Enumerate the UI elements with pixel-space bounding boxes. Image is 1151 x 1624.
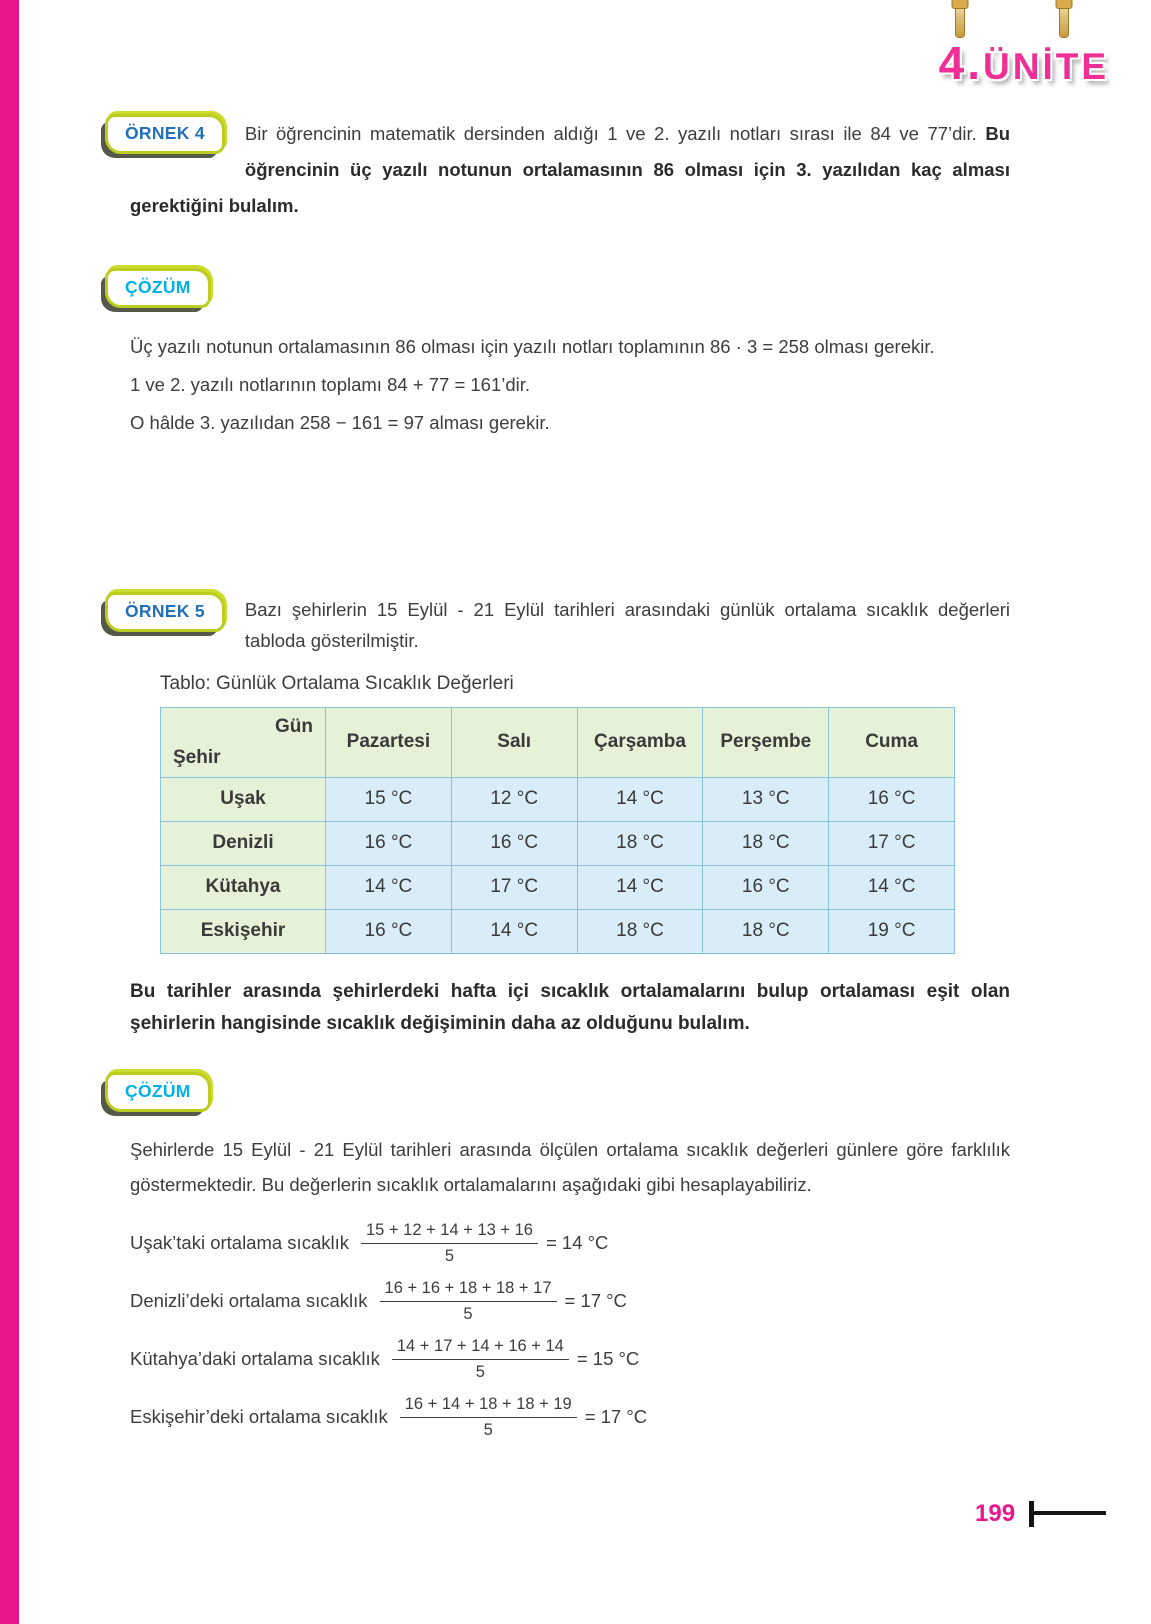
day-header: Salı [451, 707, 577, 777]
calc-label: Kütahya’daki ortalama sıcaklık [130, 1348, 380, 1370]
unit-badge [919, 0, 1109, 100]
section-ornek4 [105, 116, 1010, 224]
day-header: Pazartesi [326, 707, 452, 777]
calc-line [130, 1214, 1010, 1272]
table-title: Tablo: Günlük Ortalama Sıcaklık Değerleri [160, 672, 514, 694]
temp-cell: 14 °C [577, 777, 703, 821]
temperature-table [160, 707, 955, 954]
fraction [380, 1278, 557, 1324]
left-accent-stripe [0, 0, 19, 1624]
temp-cell: 15 °C [326, 777, 452, 821]
solution-line: Üç yazılı notunun ortalamasının 86 olması için yazılı notları toplamının 86 · 3 = 258 olması gerekir. [130, 336, 935, 357]
calc-line [130, 1330, 1010, 1388]
city-header: Kütahya [161, 865, 326, 909]
table-row [161, 909, 955, 953]
cozum1-badge [105, 268, 211, 308]
cozum1-badge-label: ÇÖZÜM [125, 277, 191, 297]
fraction-denominator: 5 [463, 1304, 473, 1323]
fraction [400, 1394, 577, 1440]
temp-cell: 19 °C [829, 909, 955, 953]
ornek4-badge-label: ÖRNEK 4 [125, 123, 205, 143]
temp-cell: 17 °C [451, 865, 577, 909]
cozum2-badge-label: ÇÖZÜM [125, 1081, 191, 1101]
temp-cell: 14 °C [326, 865, 452, 909]
ornek5-bold-text: Bu tarihler arasında şehirlerdeki hafta içi sıcaklık ortalamalarını bulup ortalaması eşit olan şehirlerin hangisinde sıcaklık değişiminin daha az olduğunu bulalım. [130, 980, 1010, 1035]
page-footer [975, 1500, 1107, 1528]
temp-cell: 14 °C [829, 865, 955, 909]
solution-line: 1 ve 2. yazılı notlarının toplamı 84 + 77 = 161’dir. [130, 373, 531, 395]
table-header-row [161, 707, 955, 777]
unit-badge-text [939, 36, 1109, 90]
calc-label: Denizli’deki ortalama sıcaklık [130, 1290, 368, 1312]
table-corner-cell [161, 707, 326, 777]
calc-line [130, 1272, 1010, 1330]
temp-cell: 18 °C [703, 909, 829, 953]
temp-cell: 18 °C [577, 821, 703, 865]
calc-label: Eskişehir’deki ortalama sıcaklık [130, 1406, 388, 1428]
fraction-numerator: 16 + 16 + 18 + 18 + 17 [380, 1278, 557, 1302]
unit-number: 4. [938, 37, 983, 89]
cozum1-solution-text [130, 328, 1010, 442]
footer-mark [1029, 1501, 1107, 1527]
temp-cell: 16 °C [703, 865, 829, 909]
cozum2-badge [105, 1072, 211, 1112]
fraction-numerator: 15 + 12 + 14 + 13 + 16 [361, 1220, 538, 1244]
ornek4-paragraph [130, 116, 1010, 224]
page-number: 199 [975, 1500, 1016, 1527]
ornek4-intro-text: Bir öğrencinin matematik dersinden aldığı 1 ve 2. yazılı notları sırası ile 84 ve 77’dir. [244, 123, 977, 144]
calc-label: Uşak’taki ortalama sıcaklık [130, 1232, 349, 1254]
temp-cell: 17 °C [829, 821, 955, 865]
day-header: Perşembe [703, 707, 829, 777]
corner-label-gun: Gün [275, 715, 313, 737]
temp-cell: 16 °C [829, 777, 955, 821]
fraction-denominator: 5 [483, 1420, 493, 1439]
fraction-denominator: 5 [444, 1246, 455, 1265]
city-header: Eskişehir [161, 909, 326, 953]
ornek4-badge [105, 114, 225, 154]
solution-line: O hâlde 3. yazılıdan 258 − 161 = 97 alması gerekir. [130, 411, 550, 433]
city-header: Uşak [161, 777, 326, 821]
average-calculations [130, 1214, 1010, 1446]
calc-result: = 15 °C [576, 1348, 640, 1370]
fraction-denominator: 5 [475, 1362, 485, 1381]
pin-icon [1059, 4, 1069, 38]
table-row [161, 777, 955, 821]
table-row [161, 821, 955, 865]
fraction-numerator: 16 + 14 + 18 + 18 + 19 [400, 1394, 577, 1418]
ornek5-intro: Bazı şehirlerin 15 Eylül - 21 Eylül tarihleri arasındaki günlük ortalama sıcaklık değerleri tabloda gösterilmiştir. [244, 599, 1010, 652]
temp-cell: 13 °C [703, 777, 829, 821]
day-header: Çarşamba [577, 707, 703, 777]
fraction-numerator: 14 + 17 + 14 + 16 + 14 [392, 1336, 569, 1360]
corner-label-sehir: Şehir [173, 746, 221, 768]
ornek4-bold-text: Bu öğrencinin üç yazılı notunun ortalamasının 86 olması için 3. yazılıdan kaç alması gerektiğini bulalım. [130, 123, 1011, 217]
pin-icon [955, 4, 965, 38]
calc-line [130, 1388, 1010, 1446]
temp-cell: 18 °C [577, 909, 703, 953]
temp-cell: 14 °C [577, 865, 703, 909]
ornek5-badge-label: ÖRNEK 5 [125, 601, 205, 621]
cozum2-paragraph: Şehirlerde 15 Eylül - 21 Eylül tarihleri arasında ölçülen ortalama sıcaklık değerleri günlere göre farklılık göstermektedir. Bu değerlerin sıcaklık ortalamalarını aşağıdaki gibi hesaplayabiliriz. [130, 1139, 1010, 1196]
temp-cell: 18 °C [703, 821, 829, 865]
section-cozum2 [105, 1072, 1010, 1446]
temp-cell: 14 °C [451, 909, 577, 953]
calc-result: = 17 °C [564, 1290, 627, 1312]
calc-result: = 14 °C [545, 1232, 609, 1254]
section-ornek5 [105, 594, 1010, 1040]
section-cozum1 [105, 268, 1010, 442]
day-header: Cuma [829, 707, 955, 777]
temp-cell: 16 °C [326, 821, 452, 865]
unit-word: ÜNİTE [983, 46, 1109, 87]
temp-cell: 12 °C [451, 777, 577, 821]
calc-result: = 17 °C [584, 1406, 648, 1428]
fraction [392, 1336, 569, 1382]
temp-cell: 16 °C [326, 909, 452, 953]
fraction [361, 1220, 538, 1266]
city-header: Denizli [161, 821, 326, 865]
table-row [161, 865, 955, 909]
ornek5-badge [105, 592, 225, 632]
temp-cell: 16 °C [451, 821, 577, 865]
